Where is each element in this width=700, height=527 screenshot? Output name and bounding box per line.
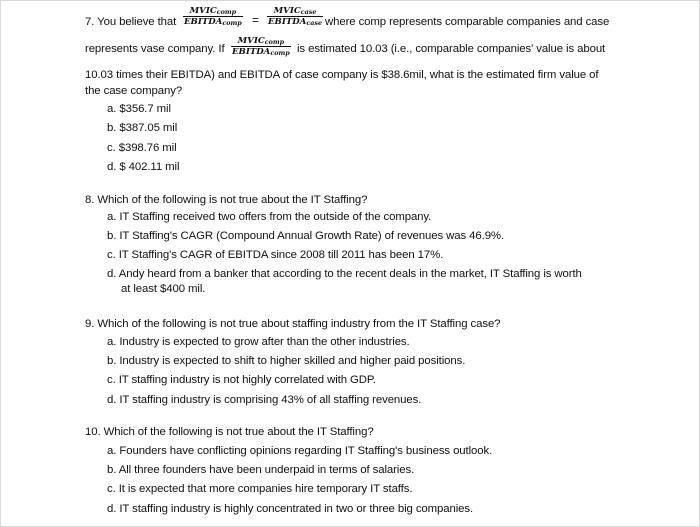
q8-option-a[interactable]: a. IT Staffing received two offers from the outside of the company. <box>107 211 432 223</box>
q10-stem: 10. Which of the following is not true about the IT Staffing? <box>85 426 374 438</box>
q9-option-a[interactable]: a. Industry is expected to grow after than the other industries. <box>107 336 410 348</box>
q10-option-b[interactable]: b. All three founders have been underpaid in terms of salaries. <box>107 464 415 476</box>
q8-stem: 8. Which of the following is not true about the IT Staffing? <box>85 194 368 206</box>
fraction-numerator: $MVIC_{case}$ <box>267 6 323 17</box>
q7-line4: the case company? <box>85 85 183 97</box>
q9-option-d[interactable]: d. IT staffing industry is comprising 43% of all staffing revenues. <box>107 394 422 406</box>
fraction-denominator: $EBITDA_{comp}$ <box>232 47 290 57</box>
q8-option-b[interactable]: b. IT Staffing's CAGR (Compound Annual Growth Rate) of revenues was 46.9%. <box>107 230 505 242</box>
q7-option-b[interactable]: b. $387.05 mil <box>107 122 178 134</box>
q7-line1-prefix: 7. You believe that <box>85 16 177 28</box>
q10-option-c[interactable]: c. It is expected that more companies hire temporary IT staffs. <box>107 483 413 495</box>
q7-fraction-right <box>267 6 323 27</box>
q7-line2-suffix: is estimated 10.03 (i.e., comparable companies' value is about <box>297 43 606 55</box>
q10-option-d[interactable]: d. IT staffing industry is highly concentrated in two or three big companies. <box>107 503 474 515</box>
fraction-denominator: $EBITDA_{case}$ <box>268 17 323 27</box>
q7-line2-prefix: represents vase company. If <box>85 43 225 55</box>
q9-option-c[interactable]: c. IT staffing industry is not highly correlated with GDP. <box>107 374 376 386</box>
q8-option-c[interactable]: c. IT Staffing's CAGR of EBITDA since 2008 till 2011 has been 17%. <box>107 249 444 261</box>
q7-fraction-left <box>183 6 243 27</box>
fraction-numerator: $MVIC_{comp}$ <box>183 6 243 17</box>
q8-option-d[interactable]: d. Andy heard from a banker that according to the recent deals in the market, IT Staffing is worth <box>107 268 582 280</box>
q9-stem: 9. Which of the following is not true about staffing industry from the IT Staffing case? <box>85 318 501 330</box>
q7-line3: 10.03 times their EBITDA) and EBITDA of case company is $38.6mil, what is the estimated firm value of <box>85 69 599 81</box>
fraction-denominator: $EBITDA_{comp}$ <box>184 17 242 27</box>
q7-option-c[interactable]: c. $398.76 mil <box>107 142 177 154</box>
fraction-numerator: $MVIC_{comp}$ <box>231 36 291 47</box>
equals-sign: = <box>252 13 260 27</box>
q7-option-d[interactable]: d. $ 402.11 mil <box>107 161 180 173</box>
q10-option-a[interactable]: a. Founders have conflicting opinions regarding IT Staffing's business outlook. <box>107 445 493 457</box>
q7-line1-suffix: where comp represents comparable companies and case <box>325 16 610 28</box>
q9-option-b[interactable]: b. Industry is expected to shift to higher skilled and higher paid positions. <box>107 355 466 367</box>
q7-option-a[interactable]: a. $356.7 mil <box>107 103 171 115</box>
q7-fraction-given <box>231 36 291 57</box>
q8-option-d-continued: at least $400 mil. <box>121 283 206 295</box>
